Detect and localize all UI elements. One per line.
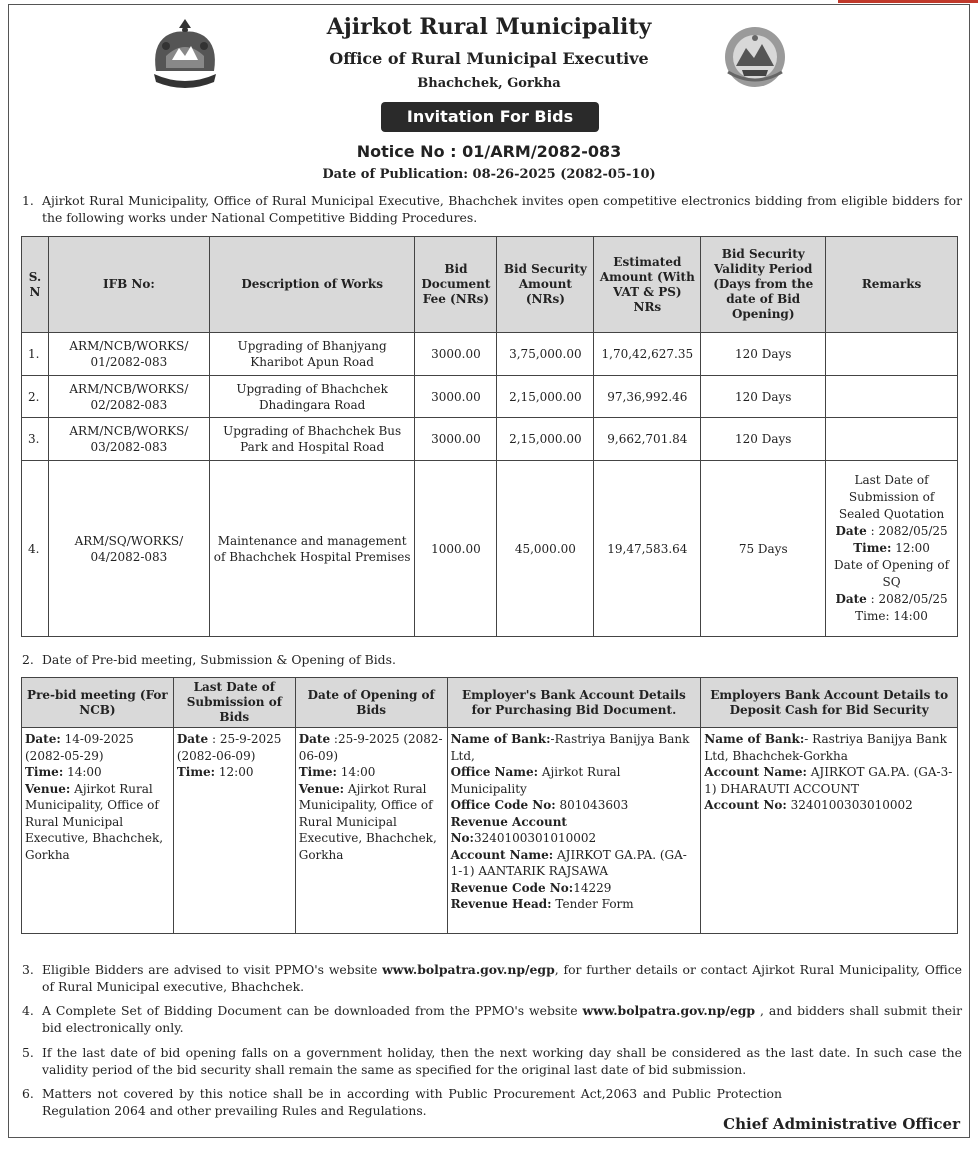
remarks-opening-time: Time: 14:00 [855, 609, 928, 623]
bid-schedule-table [21, 677, 958, 934]
cell-remarks [826, 333, 958, 376]
deposit-bank-label: Name of Bank: [704, 732, 805, 746]
note-number: 3. [22, 962, 34, 977]
cell-opening [295, 728, 447, 934]
note-6 [22, 1085, 782, 1119]
note-number: 5. [22, 1045, 34, 1060]
note-text-part: Eligible Bidders are advised to visit PPMO's website [42, 962, 383, 977]
cell-security: 45,000.00 [497, 461, 594, 637]
remarks-opening-label: Date of Opening of SQ [834, 558, 950, 589]
cell-sn: 4. [22, 461, 49, 637]
cell-sn: 3. [22, 418, 49, 461]
cell-ifb: ARM/NCB/WORKS/ 02/2082-083 [48, 376, 209, 418]
cell-ifb: ARM/SQ/WORKS/ 04/2082-083 [48, 461, 209, 637]
intro-text: Ajirkot Rural Municipality, Office of Rural Municipal Executive, Bhachchek invites open competitive electronics bidding from eligible bidders for the following works under National Competitive Bidding Procedures. [42, 193, 962, 225]
table-row [22, 418, 958, 461]
section-2-number: 2. [22, 652, 34, 667]
remarks-date-label: Date [835, 524, 867, 538]
table-row [22, 333, 958, 376]
submission-time: 12:00 [215, 765, 254, 779]
cell-ifb: ARM/NCB/WORKS/ 03/2082-083 [48, 418, 209, 461]
remarks-submission-date: : 2082/05/25 [866, 524, 948, 538]
note-text [22, 1002, 962, 1036]
purchase-bank: -Rastriya Banijya Bank Ltd, [450, 732, 690, 763]
purchase-account-name-label: Account Name: [450, 847, 554, 862]
purchase-code-label: Office Code No: [450, 798, 556, 812]
cell-estimate: 9,662,701.84 [594, 418, 701, 461]
publication-date: Date of Publication: 08-26-2025 (2082-05-10) [322, 167, 656, 182]
purchase-revenue-account: 3240100301010002 [473, 831, 597, 845]
col-header-submission: Last Date of Submission of Bids [173, 678, 295, 728]
notice-number: Notice No : 01/ARM/2082-083 [356, 142, 622, 161]
ppmo-website-link[interactable]: www.bolpatra.gov.np/egp [582, 1003, 756, 1018]
signature-title: Chief Administrative Officer [723, 1115, 960, 1133]
section-2-text: Date of Pre-bid meeting, Submission & Opening of Bids. [42, 652, 396, 667]
note-5 [22, 1044, 962, 1078]
submission-date-label: Date [176, 732, 209, 746]
note-text: If the last date of bid opening falls on a government holiday, then the next working day shall be considered as the last date. In such case the validity period of the bid security shall remain the same as specified for the original last date of bid submission. [42, 1045, 962, 1077]
remarks-date-label: Date [835, 592, 867, 606]
opening-time: 14:00 [336, 765, 376, 779]
remarks-submission-label: Last Date of Submission of Sealed Quotation [838, 473, 945, 521]
submission-time-label: Time: [176, 765, 216, 779]
opening-venue: Ajirkot Rural Municipality, Office of Rural Municipal Executive, Bhachchek, Gorkha [298, 781, 437, 862]
location-line: Bhachchek, Gorkha [417, 76, 561, 91]
cell-validity: 120 Days [701, 333, 826, 376]
cell-submission [173, 728, 295, 934]
remarks-submission-time: 12:00 [891, 541, 930, 555]
cell-description: Upgrading of Bhanjyang Kharibot Apun Road [209, 333, 415, 376]
cell-remarks [826, 376, 958, 418]
note-text-part: , and bidders shall submit their bid electronically only. [42, 1003, 962, 1035]
cell-security: 2,15,000.00 [497, 418, 594, 461]
cell-description: Upgrading of Bhachchek Dhadingara Road [209, 376, 415, 418]
purchase-office-label: Office Name: [450, 765, 539, 779]
purchase-office: Ajirkot Rural Municipality [450, 765, 621, 796]
works-table [21, 236, 958, 637]
cell-remarks [826, 418, 958, 461]
deposit-bank: - Rastriya Banijya Bank Ltd, Bhachchek-Gorkha [704, 732, 947, 763]
prebid-venue-label: Venue: [25, 781, 71, 796]
deposit-account-no-label: Account No: [704, 798, 787, 812]
prebid-time: 14:00 [63, 765, 102, 779]
cell-description: Maintenance and management of Bhachchek Hospital Premises [209, 461, 415, 637]
opening-time-label: Time: [298, 765, 337, 779]
note-4 [22, 1002, 962, 1036]
cell-fee: 3000.00 [415, 376, 497, 418]
cell-deposit-account [701, 728, 958, 934]
purchase-account-name: AJIRKOT GA.PA. (GA-1-1) AANTARIK RAJSAWA [450, 847, 687, 878]
opening-venue-label: Venue: [298, 781, 345, 796]
col-header-remarks: Remarks [826, 237, 958, 333]
cell-security: 2,15,000.00 [497, 376, 594, 418]
cell-ifb: ARM/NCB/WORKS/ 01/2082-083 [48, 333, 209, 376]
deposit-account-name: AJIRKOT GA.PA. (GA-3-1) DHARAUTI ACCOUNT [704, 765, 953, 796]
intro-number: 1. [22, 193, 34, 208]
prebid-date-label: Date: [25, 732, 61, 746]
cell-estimate: 97,36,992.46 [594, 376, 701, 418]
purchase-revenue-head-label: Revenue Head: [450, 897, 552, 911]
remarks-opening-date: : 2082/05/25 [866, 592, 948, 606]
purchase-revenue-code-label: Revenue Code No: [450, 880, 574, 895]
works-header-row [22, 237, 958, 333]
opening-date: :25-9-2025 (2082-06-09) [298, 732, 443, 763]
col-header-ifb: IFB No: [48, 237, 209, 333]
cell-security: 3,75,000.00 [497, 333, 594, 376]
note-text-part: A Complete Set of Bidding Document can be downloaded from the PPMO's website [42, 1003, 583, 1018]
office-subtitle: Office of Rural Municipal Executive [329, 49, 649, 68]
purchase-revenue-account-label: Revenue Account No: [450, 814, 567, 845]
col-header-description: Description of Works [209, 237, 415, 333]
cell-sn: 1. [22, 333, 49, 376]
cell-fee: 3000.00 [415, 333, 497, 376]
top-red-mark [838, 0, 978, 3]
purchase-bank-label: Name of Bank: [450, 732, 551, 746]
col-header-sn: S. N [22, 237, 49, 333]
col-header-validity: Bid Security Validity Period (Days from the date of Bid Opening) [701, 237, 826, 333]
cell-estimate: 19,47,583.64 [594, 461, 701, 637]
prebid-date: 14-09-2025 (2082-05-29) [25, 732, 134, 763]
note-number: 6. [22, 1086, 34, 1101]
invitation-banner: Invitation For Bids [381, 102, 599, 132]
ppmo-website-link[interactable]: www.bolpatra.gov.np/egp [382, 962, 555, 977]
remarks-time-label: Time: [853, 541, 892, 555]
table-row [22, 728, 958, 934]
deposit-account-name-label: Account Name: [704, 765, 807, 779]
opening-date-label: Date [298, 732, 331, 746]
note-text: Matters not covered by this notice shall be in according with Public Procurement Act,2063 and Public Protection Regulation 2064 and other prevailing Rules and Regulations. [42, 1086, 782, 1118]
municipality-title: Ajirkot Rural Municipality [326, 14, 652, 40]
cell-validity: 120 Days [701, 376, 826, 418]
purchase-revenue-head: Tender Form [551, 897, 634, 911]
section-2-heading [22, 651, 962, 668]
purchase-code: 801043603 [555, 798, 629, 812]
cell-validity: 120 Days [701, 418, 826, 461]
deposit-account-no: 3240100303010002 [786, 798, 913, 812]
col-header-prebid: Pre-bid meeting (For NCB) [22, 678, 174, 728]
cell-validity: 75 Days [701, 461, 826, 637]
note-number: 4. [22, 1003, 34, 1018]
note-text-part: , for further details or contact Ajirkot Rural Municipality, Office of Rural Municipal executive, Bhachchek. [42, 962, 963, 994]
cell-purchase-account [447, 728, 701, 934]
cell-sn: 2. [22, 376, 49, 418]
intro-paragraph [22, 192, 962, 226]
prebid-time-label: Time: [25, 765, 64, 779]
col-header-opening: Date of Opening of Bids [295, 678, 447, 728]
note-3 [22, 961, 962, 995]
submission-date: : 25-9-2025 (2082-06-09) [176, 732, 282, 763]
cell-fee: 1000.00 [415, 461, 497, 637]
table-row [22, 461, 958, 637]
cell-remarks [826, 461, 958, 637]
col-header-fee: Bid Document Fee (NRs) [415, 237, 497, 333]
prebid-venue: Ajirkot Rural Municipality, Office of Rural Municipal Executive, Bhachchek, Gorkha [25, 781, 164, 862]
col-header-deposit-account: Employers Bank Account Details to Deposit Cash for Bid Security [701, 678, 958, 728]
col-header-estimate: Estimated Amount (With VAT & PS) NRs [594, 237, 701, 333]
cell-description: Upgrading of Bhachchek Bus Park and Hospital Road [209, 418, 415, 461]
col-header-purchase-account: Employer's Bank Account Details for Purchasing Bid Document. [447, 678, 701, 728]
bids-header-row [22, 678, 958, 728]
purchase-revenue-code: 14229 [573, 880, 612, 895]
col-header-security: Bid Security Amount (NRs) [497, 237, 594, 333]
cell-estimate: 1,70,42,627.35 [594, 333, 701, 376]
cell-fee: 3000.00 [415, 418, 497, 461]
cell-prebid [22, 728, 174, 934]
table-row [22, 376, 958, 418]
note-text [22, 961, 962, 995]
